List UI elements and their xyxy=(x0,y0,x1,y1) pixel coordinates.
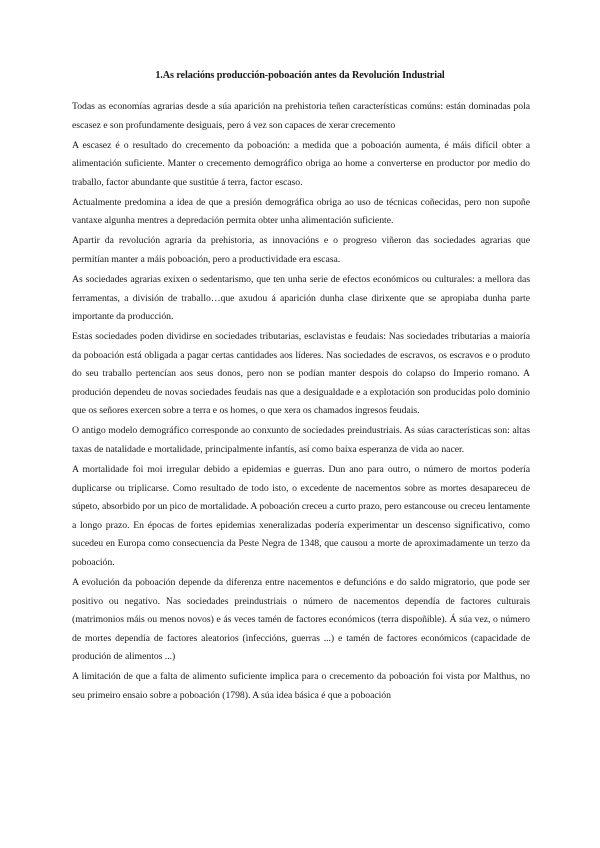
paragraph: A escasez é o resultado do crecemento da poboación: a medida que a poboación aumenta, é máis difícil obter a alimentación suficiente. Manter o crecemento demográfico obriga ao home a converterse en productor por medio do traballo, factor abundante que sustitúe á terra, factor escaso. xyxy=(72,139,530,188)
paragraph: As sociedades agrarias exixen o sedentarismo, que ten unha serie de efectos económicos ou culturales: a mellora das ferramentas, a división de traballo…que axudou á aparición dunha clase dirixente que se apropiaba dunha parte importante da producción. xyxy=(72,273,530,323)
paragraph: Estas sociedades poden dividirse en sociedades tributarias, esclavistas e feudais: Nas sociedades tributarias a maioría da poboación está obligada a pagar certas cantidades aos líderes. Nas sociedades de escravos, os escravos e o produto do seu traballo pertencían aos seus donos, pero non se podían manter despois do colapso do Imperio romano. A produción dependeu de novas sociedades feudais nas que a desigualdade e a explotación son producidas polo dominio que os señores exercen sobre a terra e os homes, o que xera os chamados ingresos feudais. xyxy=(72,331,530,417)
paragraph: A limitación de que a falta de alimento suficiente implica para o crecemento da poboación foi vista por Malthus, no seu primeiro ensaio sobre a poboación (1798). A súa idea básica é que a poboación xyxy=(72,671,530,701)
paragraph: O antigo modelo demográfico corresponde ao conxunto de sociedades preindustriais. As súas características son: altas taxas de natalidade e mortalidade, principalmente infantís, así como baixa esperanza de vida ao nacer. xyxy=(72,425,530,456)
document-title: 1.As relacións producción-poboación antes da Revolución Industrial xyxy=(155,70,445,81)
paragraph: Todas as economías agrarias desde a súa aparición na prehistoria teñen características comúns: están dominadas pola escasez e son profundamente desiguais, pero á vez son capaces de xerar crecemento xyxy=(72,101,530,131)
paragraph: Actualmente predomina a idea de que a presión demográfica obriga ao uso de técnicas coñecidas, pero non supoñe vantaxe algunha mentres a depredación permita obter unha alimentación suficiente. xyxy=(72,196,530,227)
paragraph: A mortalidade foi moi irregular debido a epidemias e guerras. Dun ano para outro, o número de mortos podería duplicarse ou triplicarse. Como resultado de todo isto, o excedente de nacementos sobre as mortes desapareceu de súpeto, absorbido por un pico de mortalidade. A poboación creceu a curto prazo, pero estancouse ou creceu lentamente a longo prazo. En épocas de fortes epidemias xeneralizadas podería experimentar un descenso significativo, como sucedeu en Europa como consecuencia da Peste Negra de 1348, que causou a morte de aproximadamente un terzo da poboación. xyxy=(72,464,530,568)
paragraph: Apartir da revolución agraria da prehistoria, as innovacións e o progreso viñeron das sociedades agrarias que permitían manter a máis poboación, pero a productividade era escasa. xyxy=(72,235,530,265)
document-body xyxy=(72,98,530,707)
paragraph: A evolución da poboación depende da diferenza entre nacementos e defuncións e do saldo migratorio, que pode ser positivo ou negativo. Nas sociedades preindustriais o número de nacementos dependía de factores culturais (matrimonios máis ou menos novos) e ás veces tamén de factores económicos (terra dispoñible). Á súa vez, o número de mortes dependía de factores aleatorios (infeccións, guerras ...) e tamén de factores económicos (capacidade de produción de alimentos ...) xyxy=(72,576,530,663)
